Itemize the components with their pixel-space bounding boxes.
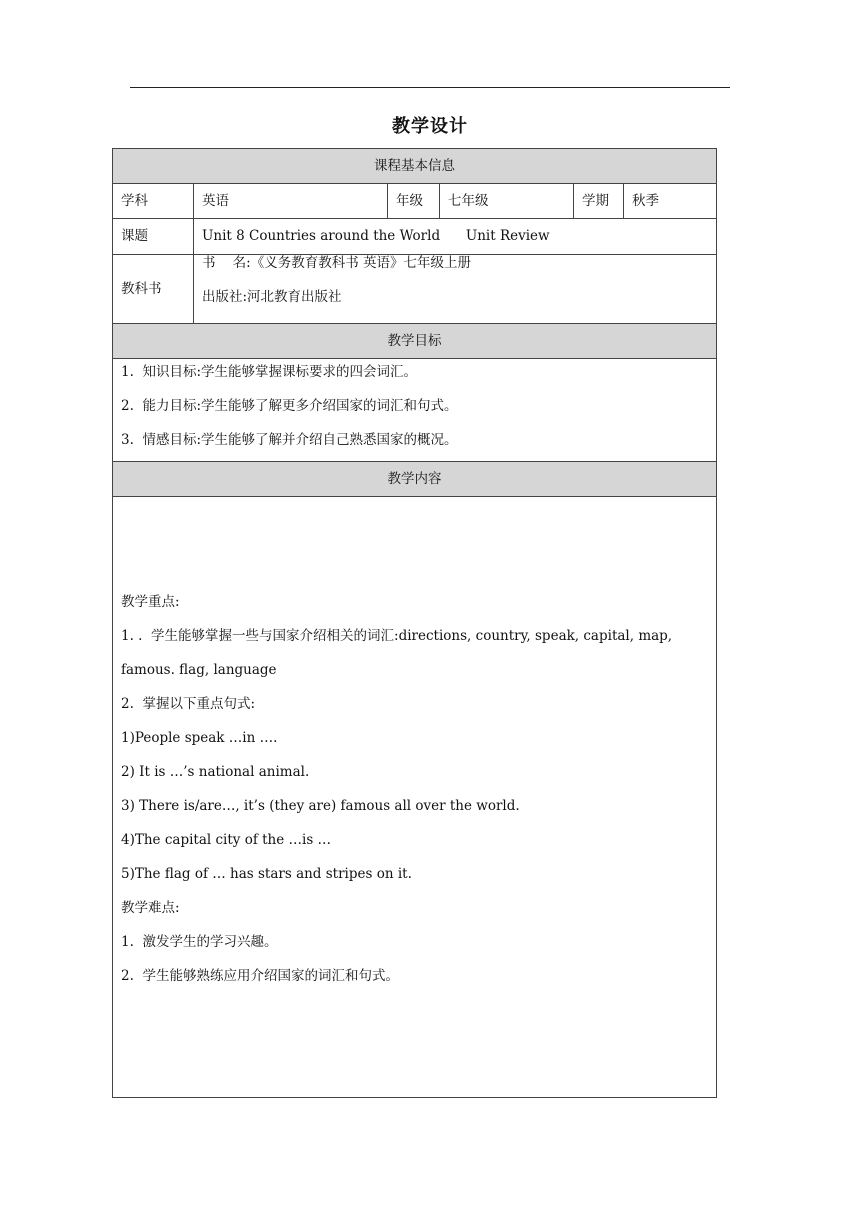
section-title: 课程基本信息 <box>113 149 717 184</box>
key-point-item: 3) There is/are…, it’s (they are) famous all over the world. <box>121 798 520 814</box>
difficulty-item: 2. 学生能够熟练应用介绍国家的词汇和句式。 <box>121 968 399 984</box>
objective-item: 1. 知识目标:学生能够掌握课标要求的四会词汇。 <box>121 364 418 380</box>
subject-label: 学科 <box>113 184 194 219</box>
section-header-content <box>113 462 717 497</box>
objectives-row <box>113 359 717 462</box>
key-point-item: famous. flag, language <box>121 662 277 678</box>
key-points-heading: 教学重点: <box>121 594 180 610</box>
term-value: 秋季 <box>624 184 717 219</box>
subject-value: 英语 <box>194 184 388 219</box>
topic-row <box>113 219 717 255</box>
basic-info-row <box>113 184 717 219</box>
objective-item: 3. 情感目标:学生能够了解并介绍自己熟悉国家的概况。 <box>121 432 458 448</box>
key-point-item: 1)People speak …in …. <box>121 730 278 746</box>
textbook-row <box>113 255 717 324</box>
header-rule <box>130 87 730 88</box>
textbook-label: 教科书 <box>113 255 194 324</box>
objective-item: 2. 能力目标:学生能够了解更多介绍国家的词汇和句式。 <box>121 398 458 414</box>
key-point-item: 2) It is …’s national animal. <box>121 764 310 780</box>
term-label: 学期 <box>574 184 624 219</box>
section-header-basic-info <box>113 149 717 184</box>
key-point-item: 2. 掌握以下重点句式: <box>121 696 256 712</box>
topic-label: 课题 <box>113 219 194 255</box>
key-point-item: 5)The flag of … has stars and stripes on it. <box>121 866 412 882</box>
difficulty-item: 1. 激发学生的学习兴趣。 <box>121 934 278 950</box>
objectives-list <box>113 359 717 462</box>
grade-value: 七年级 <box>440 184 574 219</box>
difficulties-heading: 教学难点: <box>121 900 180 916</box>
content-body <box>113 497 717 1098</box>
textbook-info <box>194 255 717 324</box>
topic-value: Unit 8 Countries around the World Unit Review <box>194 219 717 255</box>
publisher: 出版社:河北教育出版社 <box>202 289 342 305</box>
section-header-objectives <box>113 324 717 359</box>
document-title: 教学设计 <box>392 116 468 137</box>
content-row <box>113 497 717 1098</box>
grade-label: 年级 <box>388 184 440 219</box>
key-point-item: 1. . 学生能够掌握一些与国家介绍相关的词汇:directions, country, speak, capital, map, <box>121 628 673 644</box>
section-title: 教学目标 <box>113 324 717 359</box>
section-title: 教学内容 <box>113 462 717 497</box>
book-name: 书 名:《义务教育教科书 英语》七年级上册 <box>202 255 472 271</box>
key-point-item: 4)The capital city of the …is … <box>121 832 332 848</box>
lesson-plan-table <box>112 148 717 1098</box>
